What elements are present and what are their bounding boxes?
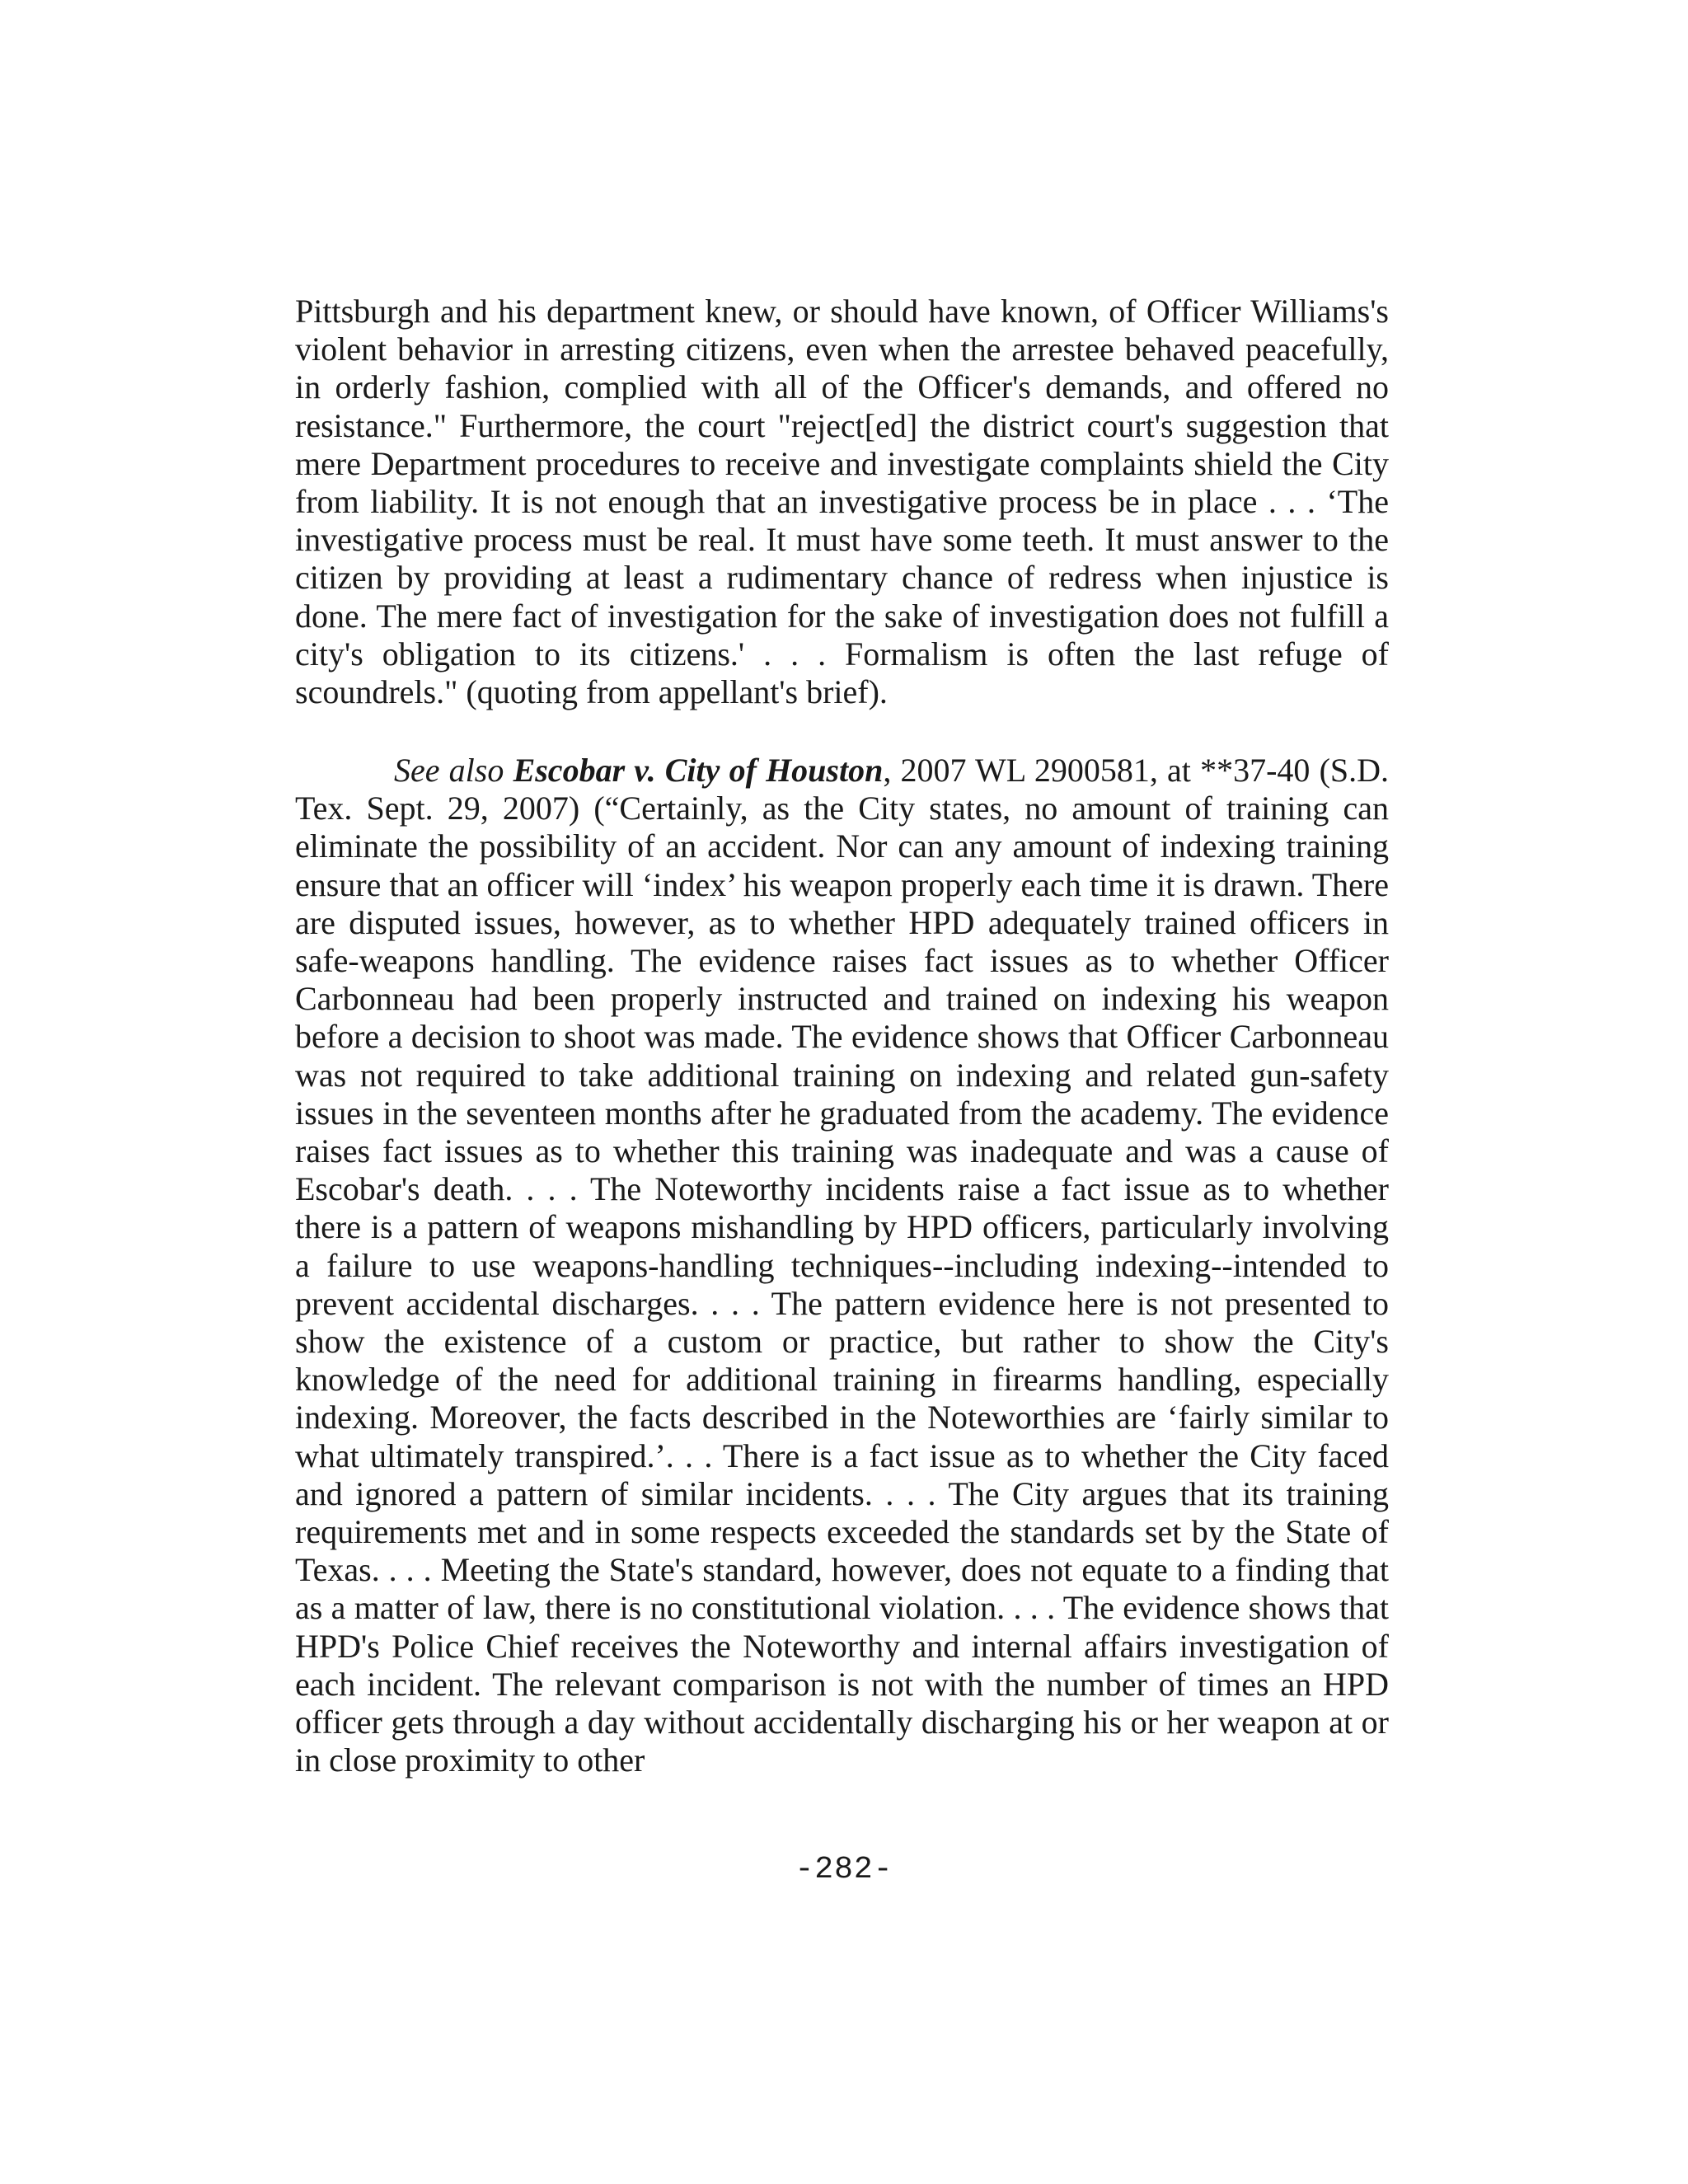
case-name: Escobar v. City of Houston (513, 752, 884, 789)
citation-signal: See also (394, 752, 504, 789)
body-paragraph-1: Pittsburgh and his department knew, or should have known, of Officer Williams's violent behavior in arresting citizens, even when the arrestee behaved peacefully, in orderly fashion, complied with all of the Officer's demands, and offered no resistance." Furthermore, the court "reject[ed] the district court's suggestion that mere Department procedures to receive and investigate complaints shield the City from liability. It is not enough that an investigative process be in place . . . ‘The investigative process must be real. It must have some teeth. It must answer to the citizen by providing at least a rudimentary chance of redress when injustice is done. The mere fact of investigation for the sake of investigation does not fulfill a city's obligation to its citizens.' . . . Formalism is often the last refuge of scoundrels." (quoting from appellant's brief). (295, 293, 1389, 711)
body-paragraph-2 (295, 752, 1389, 1779)
page-number: -282- (795, 1852, 893, 1887)
citation-text: , 2007 WL 2900581, at **37-40 (S.D. Tex. Sept. 29, 2007) (“Certainly, as the City states, no amount of training can eliminate the possibility of an accident. Nor can any amount of indexing training ensure that an officer will ‘index’ his weapon properly each time it is drawn. There are disputed issues, however, as to whether HPD adequately trained officers in safe-weapons handling. The evidence raises fact issues as to whether Officer Carbonneau had been properly instructed and trained on indexing his weapon before a decision to shoot was made. The evidence shows that Officer Carbonneau was not required to take additional training on indexing and related gun-safety issues in the seventeen months after he graduated from the academy. The evidence raises fact issues as to whether this training was inadequate and was a cause of Escobar's death. . . . The Noteworthy incidents raise a fact issue as to whether there is a pattern of weapons mishandling by HPD officers, particularly involving a failure to use weapons-handling techniques--including indexing--intended to prevent accidental discharges. . . . The pattern evidence here is not presented to show the existence of a custom or practice, but rather to show the City's knowledge of the need for additional training in firearms handling, especially indexing. Moreover, the facts described in the Noteworthies are ‘fairly similar to what ultimately transpired.’. . . There is a fact issue as to whether the City faced and ignored a pattern of similar incidents. . . . The City argues that its training requirements met and in some respects exceeded the standards set by the State of Texas. . . . Meeting the State's standard, however, does not equate to a finding that as a matter of law, there is no constitutional violation. . . . The evidence shows that HPD's Police Chief receives the Noteworthy and internal affairs investigation of each incident. The relevant comparison is not with the number of times an HPD officer gets through a day without accidentally discharging his or her weapon at or in close proximity to other (295, 752, 1390, 1779)
